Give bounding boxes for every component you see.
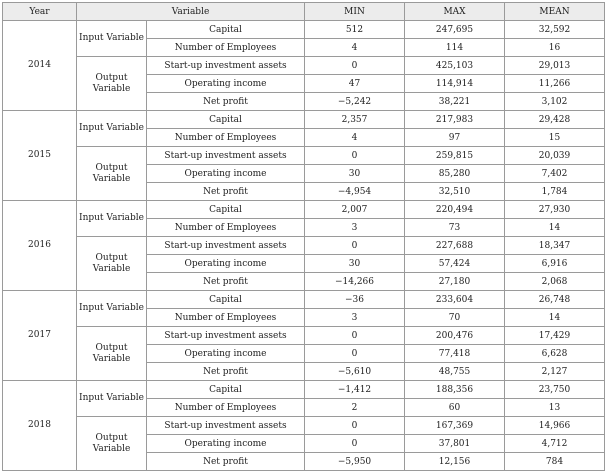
min-cell: −4,954 xyxy=(305,183,405,201)
mean-cell: 29,428 xyxy=(505,111,605,129)
variable-name-cell: Operating income xyxy=(147,165,305,183)
max-cell: 73 xyxy=(405,219,505,237)
group-input-variable: Input Variable xyxy=(77,201,147,237)
year-cell: 2017 xyxy=(3,291,77,381)
max-cell: 227,688 xyxy=(405,237,505,255)
variable-name-cell: Net profit xyxy=(147,93,305,111)
statistics-table xyxy=(2,2,605,471)
table-row xyxy=(3,111,605,129)
variable-name-cell: Start-up investment assets xyxy=(147,327,305,345)
variable-name-cell: Net profit xyxy=(147,273,305,291)
max-cell: 12,156 xyxy=(405,453,505,471)
variable-name-cell: Operating income xyxy=(147,345,305,363)
min-cell: 4 xyxy=(305,129,405,147)
min-cell: 0 xyxy=(305,435,405,453)
group-output-variable: Output Variable xyxy=(77,147,147,201)
group-output-variable: Output Variable xyxy=(77,237,147,291)
mean-cell: 27,930 xyxy=(505,201,605,219)
min-cell: 47 xyxy=(305,75,405,93)
year-cell: 2018 xyxy=(3,381,77,471)
variable-name-cell: Start-up investment assets xyxy=(147,237,305,255)
min-cell: 0 xyxy=(305,417,405,435)
year-cell: 2014 xyxy=(3,21,77,111)
variable-name-cell: Number of Employees xyxy=(147,39,305,57)
min-cell: −5,950 xyxy=(305,453,405,471)
mean-cell: 6,916 xyxy=(505,255,605,273)
max-cell: 220,494 xyxy=(405,201,505,219)
table-row xyxy=(3,291,605,309)
max-cell: 97 xyxy=(405,129,505,147)
group-input-variable: Input Variable xyxy=(77,111,147,147)
variable-name-cell: Start-up investment assets xyxy=(147,57,305,75)
table-row xyxy=(3,381,605,399)
mean-cell: 6,628 xyxy=(505,345,605,363)
min-cell: 512 xyxy=(305,21,405,39)
min-cell: 0 xyxy=(305,327,405,345)
min-cell: −36 xyxy=(305,291,405,309)
max-cell: 57,424 xyxy=(405,255,505,273)
variable-name-cell: Start-up investment assets xyxy=(147,147,305,165)
min-cell: 4 xyxy=(305,39,405,57)
variable-name-cell: Number of Employees xyxy=(147,399,305,417)
variable-name-cell: Number of Employees xyxy=(147,309,305,327)
mean-cell: 14 xyxy=(505,309,605,327)
max-cell: 247,695 xyxy=(405,21,505,39)
mean-cell: 26,748 xyxy=(505,291,605,309)
max-cell: 233,604 xyxy=(405,291,505,309)
table-row xyxy=(3,237,605,255)
mean-cell: 2,127 xyxy=(505,363,605,381)
max-cell: 70 xyxy=(405,309,505,327)
mean-cell: 1,784 xyxy=(505,183,605,201)
mean-cell: 20,039 xyxy=(505,147,605,165)
table-row xyxy=(3,327,605,345)
table-header xyxy=(3,3,605,21)
max-cell: 259,815 xyxy=(405,147,505,165)
header-max: MAX xyxy=(405,3,505,21)
max-cell: 27,180 xyxy=(405,273,505,291)
min-cell: 0 xyxy=(305,147,405,165)
mean-cell: 17,429 xyxy=(505,327,605,345)
year-cell: 2016 xyxy=(3,201,77,291)
group-output-variable: Output Variable xyxy=(77,327,147,381)
variable-name-cell: Operating income xyxy=(147,75,305,93)
mean-cell: 784 xyxy=(505,453,605,471)
variable-name-cell: Operating income xyxy=(147,255,305,273)
table-row xyxy=(3,21,605,39)
max-cell: 38,221 xyxy=(405,93,505,111)
mean-cell: 13 xyxy=(505,399,605,417)
mean-cell: 23,750 xyxy=(505,381,605,399)
min-cell: 2,007 xyxy=(305,201,405,219)
mean-cell: 15 xyxy=(505,129,605,147)
mean-cell: 11,266 xyxy=(505,75,605,93)
variable-name-cell: Capital xyxy=(147,201,305,219)
variable-name-cell: Net profit xyxy=(147,363,305,381)
header-variable: Variable xyxy=(77,3,305,21)
header-year: Year xyxy=(3,3,77,21)
group-input-variable: Input Variable xyxy=(77,21,147,57)
group-output-variable: Output Variable xyxy=(77,57,147,111)
header-min: MIN xyxy=(305,3,405,21)
variable-name-cell: Start-up investment assets xyxy=(147,417,305,435)
header-row xyxy=(3,3,605,21)
max-cell: 425,103 xyxy=(405,57,505,75)
mean-cell: 32,592 xyxy=(505,21,605,39)
mean-cell: 7,402 xyxy=(505,165,605,183)
min-cell: −5,242 xyxy=(305,93,405,111)
table-row xyxy=(3,147,605,165)
max-cell: 188,356 xyxy=(405,381,505,399)
min-cell: 3 xyxy=(305,309,405,327)
mean-cell: 14,966 xyxy=(505,417,605,435)
mean-cell: 16 xyxy=(505,39,605,57)
max-cell: 48,755 xyxy=(405,363,505,381)
variable-name-cell: Capital xyxy=(147,21,305,39)
mean-cell: 18,347 xyxy=(505,237,605,255)
max-cell: 114,914 xyxy=(405,75,505,93)
max-cell: 85,280 xyxy=(405,165,505,183)
min-cell: 30 xyxy=(305,255,405,273)
mean-cell: 2,068 xyxy=(505,273,605,291)
min-cell: −14,266 xyxy=(305,273,405,291)
group-input-variable: Input Variable xyxy=(77,381,147,417)
variable-name-cell: Number of Employees xyxy=(147,219,305,237)
table-body xyxy=(3,21,605,471)
max-cell: 217,983 xyxy=(405,111,505,129)
variable-name-cell: Capital xyxy=(147,291,305,309)
group-input-variable: Input Variable xyxy=(77,291,147,327)
max-cell: 32,510 xyxy=(405,183,505,201)
variable-name-cell: Net profit xyxy=(147,453,305,471)
min-cell: 0 xyxy=(305,57,405,75)
min-cell: 0 xyxy=(305,237,405,255)
year-cell: 2015 xyxy=(3,111,77,201)
max-cell: 77,418 xyxy=(405,345,505,363)
variable-name-cell: Capital xyxy=(147,111,305,129)
min-cell: 0 xyxy=(305,345,405,363)
mean-cell: 4,712 xyxy=(505,435,605,453)
min-cell: −1,412 xyxy=(305,381,405,399)
min-cell: 2,357 xyxy=(305,111,405,129)
max-cell: 60 xyxy=(405,399,505,417)
variable-name-cell: Net profit xyxy=(147,183,305,201)
variable-name-cell: Capital xyxy=(147,381,305,399)
max-cell: 114 xyxy=(405,39,505,57)
group-output-variable: Output Variable xyxy=(77,417,147,471)
mean-cell: 3,102 xyxy=(505,93,605,111)
mean-cell: 14 xyxy=(505,219,605,237)
min-cell: 2 xyxy=(305,399,405,417)
table-row xyxy=(3,57,605,75)
min-cell: 30 xyxy=(305,165,405,183)
table-row xyxy=(3,417,605,435)
min-cell: −5,610 xyxy=(305,363,405,381)
variable-name-cell: Number of Employees xyxy=(147,129,305,147)
header-mean: MEAN xyxy=(505,3,605,21)
mean-cell: 29,013 xyxy=(505,57,605,75)
max-cell: 37,801 xyxy=(405,435,505,453)
table-row xyxy=(3,201,605,219)
min-cell: 3 xyxy=(305,219,405,237)
max-cell: 200,476 xyxy=(405,327,505,345)
variable-name-cell: Operating income xyxy=(147,435,305,453)
max-cell: 167,369 xyxy=(405,417,505,435)
